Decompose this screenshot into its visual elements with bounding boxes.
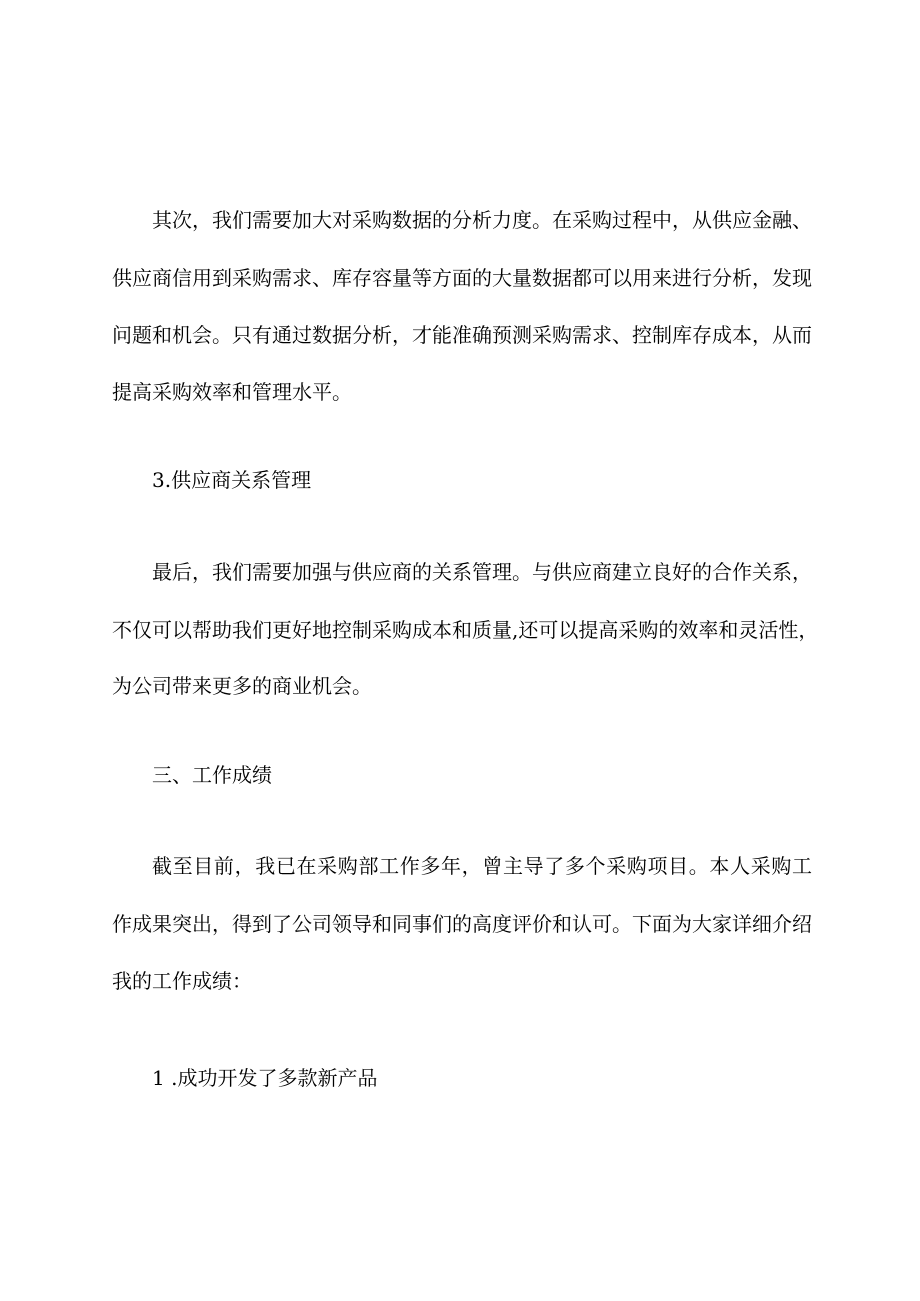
paragraph-line: 最后，我们需要加强与供应商的关系管理。与供应商建立良好的合作关系，	[152, 560, 812, 584]
paragraph-line: 提高采购效率和管理水平。	[112, 380, 352, 404]
paragraph-line: 其次，我们需要加大对采购数据的分析力度。在采购过程中，从供应金融、	[152, 208, 812, 232]
paragraph-line: 不仅可以帮助我们更好地控制采购成本和质量,还可以提高采购的效率和灵活性，	[112, 618, 819, 642]
section-heading-work-achievements: 三、工作成绩	[152, 763, 272, 787]
subheading-new-products: 1 .成功开发了多款新产品	[152, 1066, 378, 1090]
paragraph-line: 为公司带来更多的商业机会。	[112, 674, 372, 698]
paragraph-line: 作成果突出，得到了公司领导和同事们的高度评价和认可。下面为大家详细介绍	[112, 912, 812, 936]
paragraph-line: 我的工作成绩：	[112, 969, 252, 993]
paragraph-line: 问题和机会。只有通过数据分析，才能准确预测采购需求、控制库存成本，从而	[112, 323, 812, 347]
section-heading-supplier-relations: 3.供应商关系管理	[152, 468, 312, 492]
paragraph-line: 供应商信用到采购需求、库存容量等方面的大量数据都可以用来进行分析，发现	[112, 266, 812, 290]
paragraph-line: 截至目前，我已在采购部工作多年，曾主导了多个采购项目。本人采购工	[152, 854, 812, 878]
